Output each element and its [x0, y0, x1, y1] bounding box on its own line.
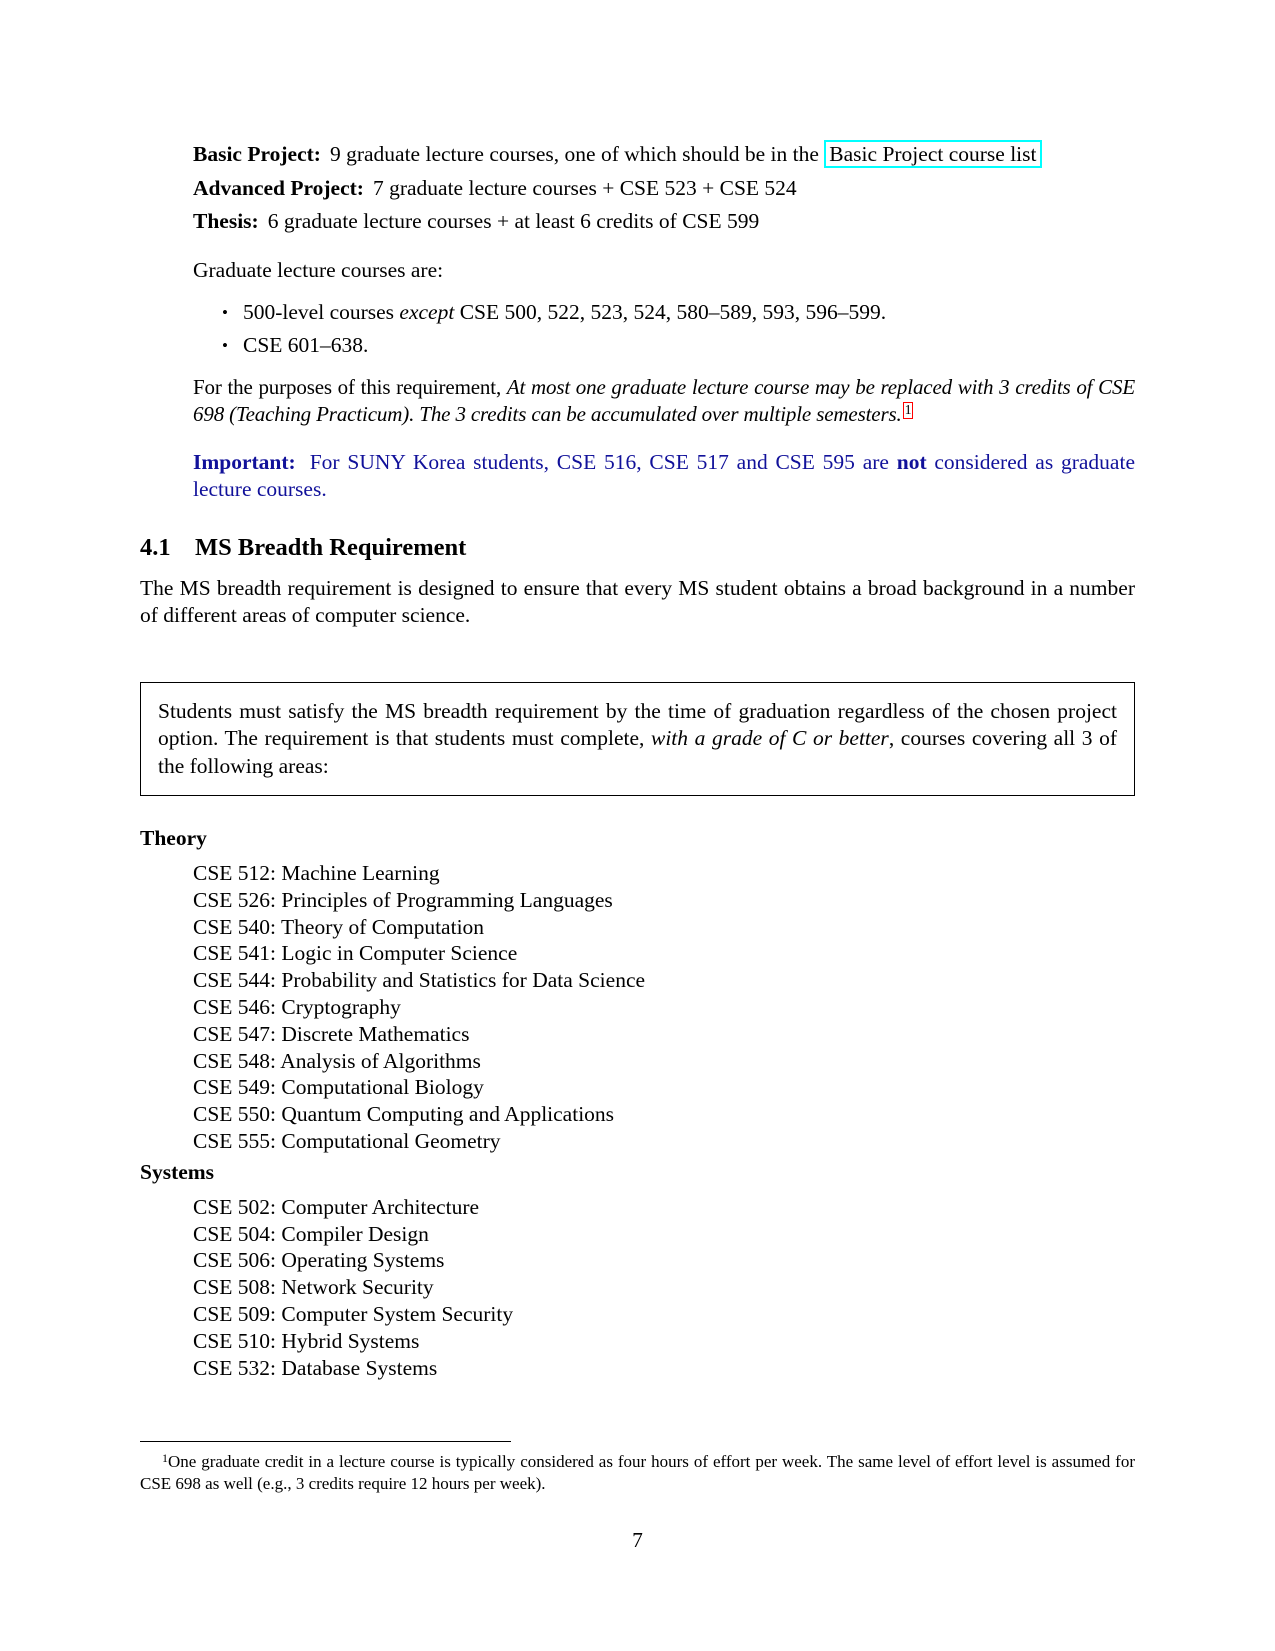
option-text: 7 graduate lecture courses + CSE 523 + CSE 524 [372, 175, 797, 200]
course-item: CSE 555: Computational Geometry [193, 1128, 501, 1153]
boxed-text: , courses covering all 3 of the following areas: [158, 726, 1117, 778]
option-advanced-project [193, 172, 1135, 206]
bullet-text-italic: except [399, 299, 455, 324]
list-item [222, 299, 1135, 326]
option-thesis [193, 205, 1135, 239]
bullet-text: 500-level courses [243, 299, 400, 324]
course-item: CSE 532: Database Systems [193, 1355, 438, 1380]
purposes-paragraph [193, 374, 1135, 429]
important-not: not [896, 449, 927, 474]
footnote-body: One graduate credit in a lecture course is typically considered as four hours of effort per week. The same level of effort level is assumed for CSE 698 as well (e.g., 3 credits require 12 hours per week). [140, 1452, 1135, 1493]
course-item: CSE 502: Computer Architecture [193, 1194, 480, 1219]
degree-options-list [193, 138, 1135, 239]
page-number: 7 [632, 1528, 643, 1552]
important-note [193, 449, 1135, 504]
footnote-marker: 1 [162, 1451, 168, 1465]
graduate-courses-bullets [222, 299, 1135, 359]
important-text: considered as graduate lecture courses. [193, 449, 1135, 501]
course-item: CSE 541: Logic in Computer Science [193, 941, 518, 966]
course-item: CSE 544: Probability and Statistics for Data Science [193, 968, 646, 993]
course-item: CSE 510: Hybrid Systems [193, 1328, 420, 1353]
course-item: CSE 526: Principles of Programming Languages [193, 887, 613, 912]
course-item: CSE 550: Quantum Computing and Applications [193, 1102, 615, 1127]
graduate-courses-intro: Graduate lecture courses are: [193, 257, 444, 282]
bullet-icon: • [222, 335, 228, 355]
course-item: CSE 506: Operating Systems [193, 1248, 445, 1273]
purposes-normal: For the purposes of this requirement, [193, 374, 507, 399]
option-basic-project [193, 138, 1135, 172]
footnote-text [140, 1451, 1135, 1494]
course-item: CSE 508: Network Security [193, 1275, 434, 1300]
area-heading-systems: Systems [140, 1159, 215, 1184]
course-item: CSE 549: Computational Biology [193, 1075, 484, 1100]
systems-course-list [193, 1194, 1135, 1382]
footnote-1-link[interactable]: 1 [904, 403, 912, 418]
option-label: Thesis: [193, 209, 259, 233]
option-text: 6 graduate lecture courses + at least 6 credits of CSE 599 [267, 209, 760, 233]
bullet-text: CSE 601–638. [243, 332, 369, 357]
footnote-area [140, 1441, 1135, 1494]
basic-project-course-list-link[interactable]: Basic Project course list [824, 140, 1041, 168]
course-item: CSE 509: Computer System Security [193, 1301, 514, 1326]
important-text: For SUNY Korea students, CSE 516, CSE 517 and CSE 595 are [309, 449, 897, 474]
course-item: CSE 512: Machine Learning [193, 861, 440, 885]
course-item: CSE 547: Discrete Mathematics [193, 1021, 470, 1046]
bullet-icon: • [222, 302, 228, 322]
list-item [222, 332, 1135, 359]
course-item: CSE 540: Theory of Computation [193, 914, 485, 939]
course-item: CSE 548: Analysis of Algorithms [193, 1048, 481, 1073]
option-text: 9 graduate lecture courses, one of which should be in the [329, 142, 825, 166]
option-label: Advanced Project: [193, 175, 364, 200]
boxed-text-italic: with a grade of C or better [650, 726, 889, 750]
section-number: 4.1 [140, 533, 171, 561]
section-title: MS Breadth Requirement [195, 533, 467, 561]
theory-course-list [193, 860, 1135, 1155]
bullet-text: CSE 500, 522, 523, 524, 580–589, 593, 596–599. [454, 299, 887, 324]
purposes-italic: At most one graduate lecture course may be replaced with 3 credits of CSE 698 (Teaching Practicum). The 3 credits can be accumulated over multiple semesters. [193, 374, 1135, 426]
breadth-requirement-box [140, 682, 1135, 797]
option-label: Basic Project: [193, 142, 321, 166]
area-heading-theory: Theory [140, 826, 207, 850]
boxed-text: Students must satisfy the MS breadth requirement by the time of graduation regardless of the chosen project option. The requirement is that students must complete, [158, 698, 1117, 750]
course-item: CSE 546: Cryptography [193, 994, 401, 1019]
important-label: Important: [193, 449, 296, 474]
course-item: CSE 504: Compiler Design [193, 1221, 429, 1246]
breadth-intro-paragraph: The MS breadth requirement is designed to ensure that every MS student obtains a broad background in a number of different areas of computer science. [140, 575, 1135, 627]
section-heading [140, 534, 1135, 562]
footnote-rule [140, 1441, 511, 1442]
